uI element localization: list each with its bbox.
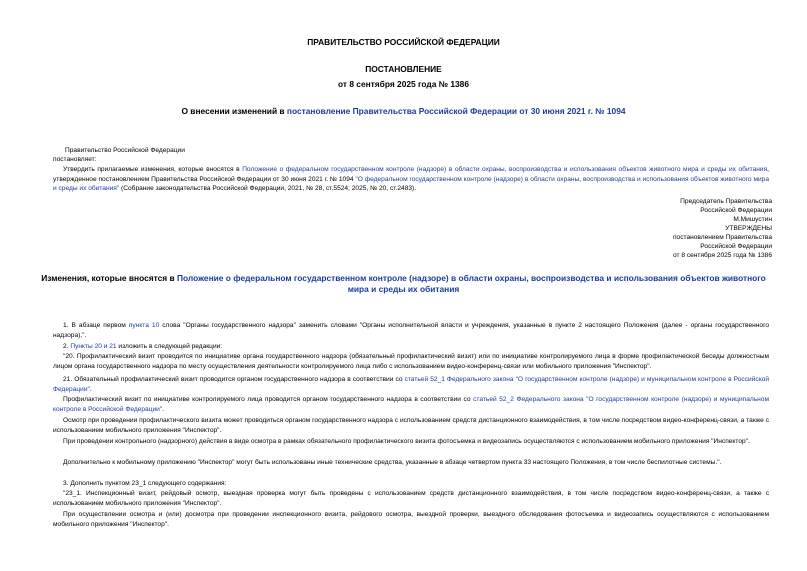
signature-block xyxy=(673,197,772,260)
document-title xyxy=(0,106,807,116)
document-kind: ПОСТАНОВЛЕНИЕ xyxy=(365,64,442,74)
title-link[interactable]: постановление Правительства Российской Федерации от 30 июня 2021 г. № 1094 xyxy=(286,106,626,116)
item-21 xyxy=(53,375,769,394)
intro-text-a: Утвердить прилагаемые изменения, которые вносятся в xyxy=(63,166,243,173)
control-text: При проведении контрольного (надзорного) действия в виде осмотра в рамках обязательного профилактического визита фотосъемка и видеозапись осуществляются с использованием мобильного приложения "Инспектор". xyxy=(63,438,750,445)
item-20 xyxy=(53,352,769,371)
request-a: Профилактический визит по инициативе контролируемого лица проводится органом государственного надзора в соответствии со xyxy=(63,396,474,403)
changes-title-prefix: Изменения, которые вносятся в xyxy=(41,273,177,283)
title-prefix: О внесении изменений в xyxy=(181,106,287,116)
item-21-b: . xyxy=(89,385,92,393)
sig-line4: УТВЕРЖДЕНЫ xyxy=(725,225,772,232)
item-2-a: 2. xyxy=(63,343,71,350)
sig-line7: от 8 сентября 2025 года № 1386 xyxy=(672,252,772,259)
changes-title-link[interactable]: Положение о федеральном государственном контроле (надзоре) в области охраны, воспроизводства и использования объектов животного мира и среды их обитания xyxy=(176,273,766,294)
inspection-text: Осмотр при проведении профилактического визита может проводиться органом государственного надзора с использованием средств дистанционного взаимодействия, в том числе посредством видео-конференц-связи, а также с использованием мобильного приложения "Инспектор". xyxy=(53,417,769,434)
request-link[interactable]: статьей 52_2 Федерального закона "О государственном контроле (надзоре) и муниципальном контроле в Российской Федерации" xyxy=(53,396,769,413)
item-1-a: 1. В абзаце первом xyxy=(63,322,129,329)
item-21-a: 21. Обязательный профилактический визит проводится органом государственного надзора в соответствии со xyxy=(63,376,405,383)
additional-text: Дополнительно к мобильному приложению "Инспектор" могут быть использованы иные технические средства, указанные в абзаце четвертом пункта 33 настоящего Положения, в том числе беспилотные системы.". xyxy=(63,459,722,466)
item-21-link[interactable]: статьей 52_1 Федерального закона "О государственном контроле (надзоре) и муниципальном контроле в Российской Федерации" xyxy=(53,376,769,393)
sig-line1: Председатель Правительства xyxy=(680,198,772,205)
intro-text-c: (Собрание законодательства Российской Федерации, 2021, № 28, ст.5524; 2025, № 20, ст.2483). xyxy=(119,185,417,193)
item-23-1 xyxy=(53,489,769,508)
paragraph-last xyxy=(53,510,769,529)
sig-line3: М.Мишустин xyxy=(733,216,772,223)
document-date: от 8 сентября 2025 года № 1386 xyxy=(337,79,469,89)
intro-link-decree[interactable]: "О федеральном государственном контроле (надзоре) в области охраны, воспроизводства и использования объектов животного мира и среды их обитания" xyxy=(53,175,769,193)
paragraph-control xyxy=(53,437,769,447)
item-23-1-text: "23_1. Инспекционный визит, рейдовый осмотр, выездная проверка могут быть проведены с использованием средств дистанционного взаимодействия, в том числе посредством видео-конференц-связи, а также с использованием мобильного приложения "Инспектор". xyxy=(53,490,769,507)
item-2-b: изложить в следующей редакции: xyxy=(116,343,223,350)
item-3 xyxy=(53,479,769,489)
item-2-link[interactable]: Пункты 20 и 21 xyxy=(70,343,117,350)
paragraph-additional xyxy=(53,458,769,468)
item-1 xyxy=(53,321,769,340)
item-3-text: 3. Дополнить пунктом 23_1 следующего содержания: xyxy=(63,480,227,487)
intro-line2: постановляет: xyxy=(53,156,97,163)
item-1-b: слова "Органы государственного надзора" заменить словами "Органы исполнительной власти и учреждения, указанные в пункте 2 настоящего Положения (далее - органы государственного надзора),". xyxy=(53,322,769,339)
intro-link-regulation[interactable]: Положение о федеральном государственном контроле (надзоре) в области охраны, воспроизводства и использования объектов животного мира и среды их обитания xyxy=(242,166,768,173)
intro-line1: Правительство Российской Федерации xyxy=(65,147,185,154)
item-1-link[interactable]: пункта 10 xyxy=(128,322,160,329)
paragraph-request xyxy=(53,395,769,414)
item-2 xyxy=(53,342,769,352)
item-20-text: "20. Профилактический визит проводится по инициативе органа государственного надзора (обязательный профилактический визит) или по инициативе контролируемого лица в форме профилактической беседы должностным лицом органа государственного надзора по месту осуществления деятельности контролируемого лица либо с использованием видео-конференц-связи или мобильного приложения "Инспектор". xyxy=(53,353,769,370)
intro-paragraph xyxy=(53,165,769,194)
sig-line2: Российской Федерации xyxy=(700,207,772,214)
paragraph-inspection xyxy=(53,416,769,435)
government-heading: ПРАВИТЕЛЬСТВО РОССИЙСКОЙ ФЕДЕРАЦИИ xyxy=(307,37,500,47)
request-b: . xyxy=(162,405,165,413)
sig-line6: Российской Федерации xyxy=(700,243,772,250)
last-text: При осуществлении осмотра и (или) досмотра при проведении инспекционного визита, рейдового осмотра, выездной проверки, выездного обследования фотосъемка и видеозапись осуществляются с использованием мобильного приложения "Инспектор". xyxy=(53,511,769,528)
intro-text-b: , утвержденное постановлением Правительства Российской Федерации от 30 июня 2021 г. № 1094 xyxy=(53,166,769,183)
changes-title xyxy=(30,273,777,295)
sig-line5: постановлением Правительства xyxy=(672,234,772,241)
